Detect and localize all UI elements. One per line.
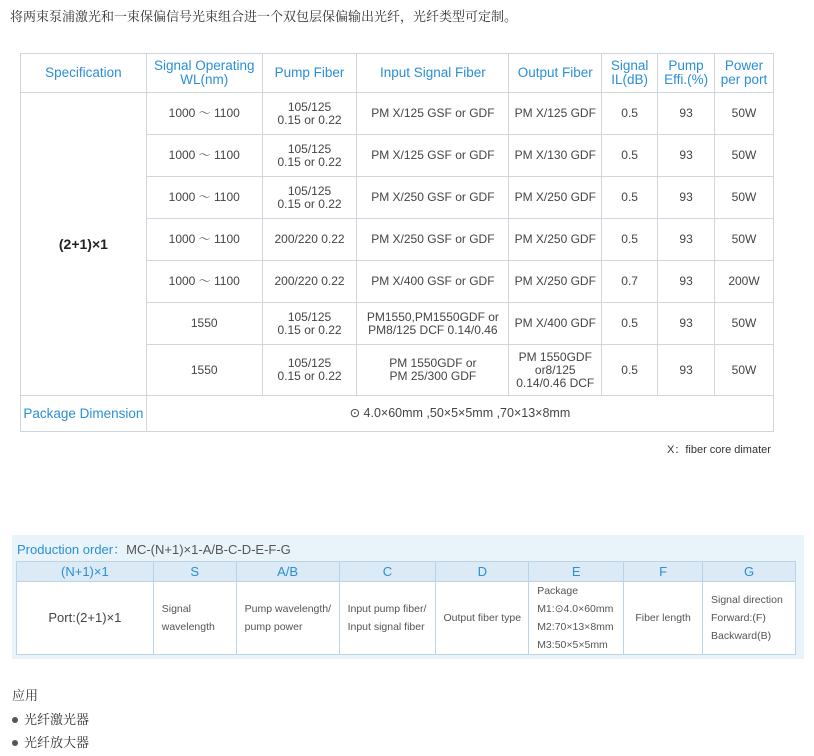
input-cell: PM X/250 GSF or GDF: [357, 219, 509, 261]
production-order-panel: [12, 535, 804, 659]
il-cell: 0.5: [602, 177, 658, 219]
wl-cell: 1550: [146, 303, 262, 345]
input-cell: PM X/125 GSF or GDF: [357, 135, 509, 177]
order-cell-port: Port:(2+1)×1: [17, 582, 154, 655]
il-cell: 0.5: [602, 93, 658, 135]
list-item: [12, 732, 89, 755]
order-header: S: [153, 562, 236, 582]
header-input-signal-fiber: Input Signal Fiber: [357, 54, 509, 93]
input-cell: PM1550,PM1550GDF or PM8/125 DCF 0.14/0.46: [357, 303, 509, 345]
eff-cell: 93: [658, 261, 715, 303]
input-cell: PM X/125 GSF or GDF: [357, 93, 509, 135]
il-cell: 0.5: [602, 303, 658, 345]
pump-cell: 105/125 0.15 or 0.22: [262, 93, 357, 135]
header-power-per-port: Power per port: [715, 54, 774, 93]
input-cell: PM 1550GDF or PM 25/300 GDF: [357, 345, 509, 396]
intro-text: 将两束泵浦激光和一束保偏信号光束组合进一个双包层保偏输出光纤，光纤类型可定制。: [10, 10, 518, 25]
power-cell: 50W: [715, 135, 774, 177]
order-cell-pump: Pump wavelength/ pump power: [236, 582, 339, 655]
output-cell: PM X/250 GDF: [509, 177, 602, 219]
spec-header-row: [21, 54, 774, 93]
applications-heading: 应用: [12, 689, 39, 704]
wl-cell: 1000 ～ 1100: [146, 261, 262, 303]
wl-cell: 1550: [146, 345, 262, 396]
order-cell-signal: Signal wavelength: [153, 582, 236, 655]
order-table: [16, 561, 796, 655]
header-signal-il: Signal IL(dB): [602, 54, 658, 93]
wl-cell: 1000 ～ 1100: [146, 93, 262, 135]
input-cell: PM X/400 GSF or GDF: [357, 261, 509, 303]
order-cell-output: Output fiber type: [436, 582, 529, 655]
wl-cell: 1000 ～ 1100: [146, 177, 262, 219]
production-order-title: [17, 539, 291, 558]
power-cell: 50W: [715, 303, 774, 345]
table-row: [21, 93, 774, 135]
il-cell: 0.5: [602, 345, 658, 396]
order-cell-package: Package M1:⊙4.0×60mm M2:70×13×8mm M3:50×5×5mm: [529, 582, 624, 655]
eff-cell: 93: [658, 177, 715, 219]
power-cell: 50W: [715, 93, 774, 135]
model-cell: (2+1)×1: [21, 93, 147, 396]
power-cell: 200W: [715, 261, 774, 303]
pump-cell: 105/125 0.15 or 0.22: [262, 345, 357, 396]
header-pump-fiber: Pump Fiber: [262, 54, 357, 93]
bullet-icon: [12, 717, 18, 723]
power-cell: 50W: [715, 177, 774, 219]
pump-cell: 200/220 0.22: [262, 219, 357, 261]
list-item: [12, 709, 89, 732]
eff-cell: 93: [658, 135, 715, 177]
wl-cell: 1000 ～ 1100: [146, 219, 262, 261]
output-cell: PM X/130 GDF: [509, 135, 602, 177]
il-cell: 0.7: [602, 261, 658, 303]
package-dimension-label: Package Dimension: [21, 396, 147, 432]
pump-cell: 105/125 0.15 or 0.22: [262, 303, 357, 345]
power-cell: 50W: [715, 219, 774, 261]
input-cell: PM X/250 GSF or GDF: [357, 177, 509, 219]
header-output-fiber: Output Fiber: [509, 54, 602, 93]
pump-cell: 105/125 0.15 or 0.22: [262, 177, 357, 219]
eff-cell: 93: [658, 219, 715, 261]
package-dimension-value: ⊙ 4.0×60mm ,50×5×5mm ,70×13×8mm: [146, 396, 773, 432]
package-row: [21, 396, 774, 432]
output-cell: PM 1550GDF or8/125 0.14/0.46 DCF: [509, 345, 602, 396]
output-cell: PM X/125 GDF: [509, 93, 602, 135]
order-header: F: [624, 562, 703, 582]
order-header: E: [529, 562, 624, 582]
eff-cell: 93: [658, 93, 715, 135]
order-cell-direction: Signal direction Forward:(F) Backward(B): [703, 582, 796, 655]
il-cell: 0.5: [602, 135, 658, 177]
spec-table: [20, 53, 774, 432]
power-cell: 50W: [715, 345, 774, 396]
production-order-code: MC-(N+1)×1-A/B-C-D-E-F-G: [126, 542, 291, 557]
il-cell: 0.5: [602, 219, 658, 261]
production-order-label: Production order：: [17, 542, 127, 557]
order-header: G: [703, 562, 796, 582]
order-cell-input: Input pump fiber/ Input signal fiber: [339, 582, 436, 655]
order-cell-fiber-length: Fiber length: [624, 582, 703, 655]
fiber-core-note: X：fiber core dimater: [667, 444, 771, 456]
output-cell: PM X/400 GDF: [509, 303, 602, 345]
output-cell: PM X/250 GDF: [509, 261, 602, 303]
order-detail-row: [17, 582, 796, 655]
header-pump-eff: Pump Effi.(%): [658, 54, 715, 93]
eff-cell: 93: [658, 303, 715, 345]
output-cell: PM X/250 GDF: [509, 219, 602, 261]
applications-section: [12, 685, 89, 755]
application-label: 光纤放大器: [24, 736, 90, 751]
wl-cell: 1000 ～ 1100: [146, 135, 262, 177]
order-header: C: [339, 562, 436, 582]
order-header: A/B: [236, 562, 339, 582]
pump-cell: 200/220 0.22: [262, 261, 357, 303]
eff-cell: 93: [658, 345, 715, 396]
bullet-icon: [12, 740, 18, 746]
application-label: 光纤激光器: [24, 713, 90, 728]
header-signal-wl: Signal Operating WL(nm): [146, 54, 262, 93]
order-header: D: [436, 562, 529, 582]
order-header-row: [17, 562, 796, 582]
pump-cell: 105/125 0.15 or 0.22: [262, 135, 357, 177]
header-specification: Specification: [21, 54, 147, 93]
order-header: (N+1)×1: [17, 562, 154, 582]
